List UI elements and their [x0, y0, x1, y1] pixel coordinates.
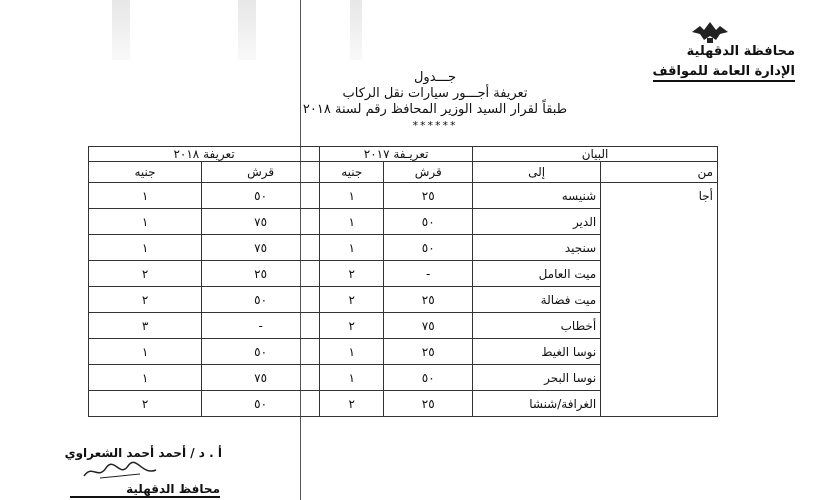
table-row — [89, 183, 718, 209]
piaster-2017-cell: ٥٠ — [384, 209, 473, 235]
pound-2018-cell: ١ — [89, 209, 202, 235]
piaster-2018-header: قرش — [202, 162, 320, 183]
statement-header: البيان — [473, 147, 718, 162]
piaster-2018-cell: ٥٠ — [202, 287, 320, 313]
destination-cell: ميت فضالة — [473, 287, 601, 313]
eagle-emblem-icon — [690, 18, 730, 44]
pound-2017-cell: ٢ — [320, 287, 384, 313]
pound-2018-cell: ٢ — [89, 261, 202, 287]
pound-2018-cell: ٣ — [89, 313, 202, 339]
pound-2017-cell: ٢ — [320, 391, 384, 417]
title-block — [220, 70, 650, 134]
tariff-2018-header: تعريفة ٢٠١٨ — [89, 147, 320, 162]
piaster-2017-cell: ٢٥ — [384, 287, 473, 313]
pound-2018-cell: ٢ — [89, 287, 202, 313]
subheader-row — [89, 162, 718, 183]
pound-2018-cell: ٢ — [89, 391, 202, 417]
destination-cell: الغرافة/شنشا — [473, 391, 601, 417]
header-block — [653, 44, 795, 82]
piaster-2017-cell: ٢٥ — [384, 391, 473, 417]
pound-2017-cell: ٢ — [320, 313, 384, 339]
fare-table — [88, 146, 718, 417]
pound-2017-cell: ١ — [320, 365, 384, 391]
pound-2018-cell: ١ — [89, 365, 202, 391]
piaster-2017-cell: ٥٠ — [384, 365, 473, 391]
pound-2017-cell: ١ — [320, 209, 384, 235]
piaster-2018-cell: ٥٠ — [202, 339, 320, 365]
title-separator: ****** — [412, 119, 458, 132]
from-header: من — [601, 162, 718, 183]
pound-2018-header: جنيه — [89, 162, 202, 183]
piaster-2017-cell: ٢٥ — [384, 183, 473, 209]
piaster-2018-cell: ٧٥ — [202, 209, 320, 235]
destination-cell: نوسا الغيط — [473, 339, 601, 365]
handwritten-signature-icon — [80, 460, 160, 482]
scan-artifact — [350, 0, 362, 60]
destination-cell: نوسا البحر — [473, 365, 601, 391]
pound-2017-cell: ١ — [320, 235, 384, 261]
piaster-2018-cell: ٥٠ — [202, 183, 320, 209]
piaster-2018-cell: ٥٠ — [202, 391, 320, 417]
pound-2017-cell: ١ — [320, 339, 384, 365]
piaster-2017-cell: - — [384, 261, 473, 287]
destination-cell: أخطاب — [473, 313, 601, 339]
destination-cell: الدير — [473, 209, 601, 235]
piaster-2017-cell: ٧٥ — [384, 313, 473, 339]
pound-2018-cell: ١ — [89, 235, 202, 261]
piaster-2018-cell: ٧٥ — [202, 235, 320, 261]
title-line-3: طبقاً لقرار السيد الوزير المحافظ رقم لسنة ٢٠١٨ — [302, 102, 568, 117]
title-line-2: تعريفة أجـــور سيارات نقل الركاب — [342, 86, 528, 101]
pound-2017-cell: ٢ — [320, 261, 384, 287]
tariff-2017-header: تعريـفة ٢٠١٧ — [320, 147, 473, 162]
title-line-1: جـــدول — [413, 70, 456, 85]
governorate-name: محافظة الدقهلية — [686, 44, 795, 59]
piaster-2017-header: قرش — [384, 162, 473, 183]
destination-cell: شنيسه — [473, 183, 601, 209]
piaster-2017-cell: ٥٠ — [384, 235, 473, 261]
piaster-2018-cell: ٢٥ — [202, 261, 320, 287]
piaster-2017-cell: ٢٥ — [384, 339, 473, 365]
destination-cell: ميت العامل — [473, 261, 601, 287]
scan-artifact — [112, 0, 130, 60]
department-name: الإدارة العامة للمواقف — [653, 64, 795, 82]
destination-cell: سنجيد — [473, 235, 601, 261]
scan-artifact — [238, 0, 256, 60]
piaster-2018-cell: - — [202, 313, 320, 339]
signatory-name: أ . د / أحمد أحمد الشعراوي — [64, 446, 222, 460]
pound-2017-cell: ١ — [320, 183, 384, 209]
piaster-2018-cell: ٧٥ — [202, 365, 320, 391]
header-row — [89, 147, 718, 162]
signatory-title: محافظ الدقهلية — [70, 482, 220, 498]
from-cell: أجا — [601, 183, 718, 417]
pound-2017-header: جنيه — [320, 162, 384, 183]
pound-2018-cell: ١ — [89, 339, 202, 365]
to-header: إلى — [473, 162, 601, 183]
pound-2018-cell: ١ — [89, 183, 202, 209]
